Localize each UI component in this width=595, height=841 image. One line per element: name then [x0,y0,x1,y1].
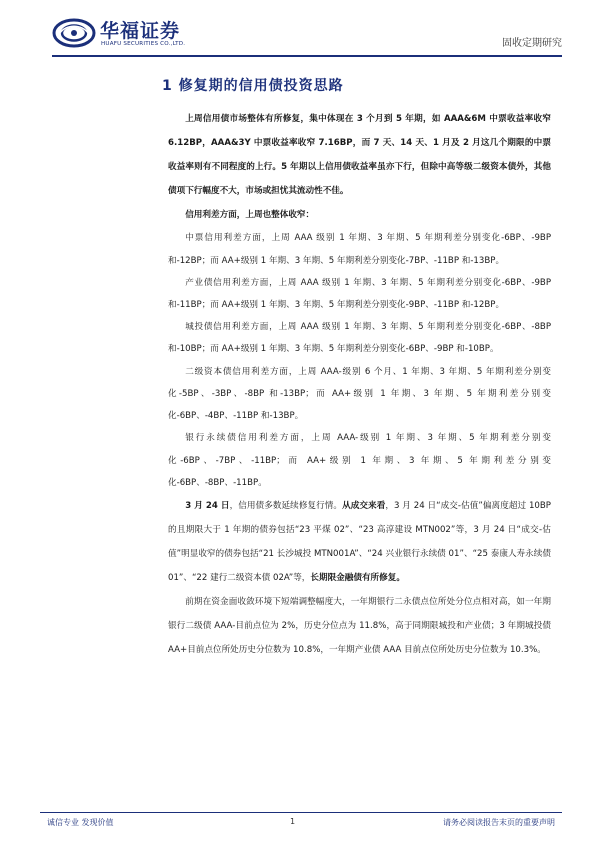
march24-text-b: ，3 月 24 日“成交-估值”偏离度超过 10BP 的且期限大于 1 年期的债券包括“23 平煤 02”、“23 高淳建设 MTN002”等，3 月 24 日“成交-估值”明显收窄的债券包括“21 长沙城投 MTN001A”、“24 兴业银行永续债 01”、“25 泰康人寿永续债 01”、“22 建行二级资本债 02A”等， [168,500,551,584]
paragraph-percentile: 前期在资金面收敛环境下短端调整幅度大，一年期银行二永债点位所处分位点相对高，如一年期银行二级债 AAA-目前点位为 2%，历史分位点为 11.8%，高于同期限城投和产业债；3 年期城投债 AA+目前点位所处历史分位数为 10.8%，一年期产业债 AAA 目前点位所处历史分位数为 10.3%。 [168,597,551,656]
logo-text-en: HUAFU SECURITIES CO.,LTD. [101,41,186,47]
section-title: 1 修复期的信用债投资思路 [162,78,344,94]
footer-disclaimer: 请务必阅读报告末页的重要声明 [443,818,555,827]
report-type-label: 固收定期研究 [502,38,562,49]
march24-trade-heading: 从成交来看 [342,500,386,511]
paragraph-perpetual-spread: 银行永续债信用利差方面，上周 AAA-级别 1 年期、3 年期、5 年期利差分别变化-6BP、-7BP、-11BP；而 AA+级别 1 年期、3 年期、5 年期利差分别变化-6BP、-8BP、-11BP。 [168,433,551,488]
logo-text-cn: 华福证券 [100,20,181,42]
page-number: 1 [290,817,296,826]
summary-text: 上周信用债市场整体有所修复，集中体现在 3 个月到 5 年期，如 AAA&6M 中票收益率收窄 6.12BP，AAA&3Y 中票收益率收窄 7.16BP，而 7 天、14 天、1 月及 2 月这几个期限的中票收益率则有不同程度的上行。5 年期以上信用债收益率虽亦下行，但除中高等级二级资本债外，其他债项下行幅度不大，市场或担忧其流动性不佳。 [168,114,551,197]
paragraph-summary [168,107,551,203]
paragraph-spread-intro [168,203,551,227]
footer-divider [40,812,562,813]
march24-date: 3 月 24 日 [185,500,230,511]
body-content [168,107,551,663]
spread-intro-text: 信用利差方面，上周也整体收窄： [185,210,315,221]
paragraph-march24 [168,494,551,590]
paragraph-chengtou-spread: 城投债信用利差方面，上周 AAA 级别 1 年期、3 年期、5 年期利差分别变化-6BP、-8BP 和-10BP；而 AA+级别 1 年期、3 年期、5 年期利差分别变化-6BP、-9BP 和-10BP。 [168,322,551,355]
page-header [52,12,562,56]
paragraph-mtn-spread: 中票信用利差方面，上周 AAA 级别 1 年期、3 年期、5 年期利差分别变化-6BP、-9BP 和-12BP；而 AA+级别 1 年期、3 年期、5 年期利差分别变化-7BP、-11BP 和-13BP。 [168,233,551,266]
footer-slogan: 诚信专业 发现价值 [47,818,114,827]
paragraph-tier2-spread: 二级资本债信用利差方面，上周 AAA-级别 6 个月、1 年期、3 年期、5 年期利差分别变化-5BP、-3BP、-8BP 和-13BP；而 AA+级别 1 年期、3 年期、5 年期利差分别变化-6BP、-4BP、-11BP 和-13BP。 [168,366,551,422]
march24-text-a: ，信用债多数延续修复行情。 [229,500,343,511]
header-divider [52,55,562,57]
paragraph-industrial-spread: 产业债信用利差方面，上周 AAA 级别 1 年期、3 年期、5 年期利差分别变化-6BP、-9BP 和-11BP；而 AA+级别 1 年期、3 年期、5 年期利差分别变化-9BP、-11BP 和-12BP。 [168,277,551,311]
march24-conclusion: 长期限金融债有所修复。 [310,573,405,584]
huafu-logo-icon [52,18,96,48]
